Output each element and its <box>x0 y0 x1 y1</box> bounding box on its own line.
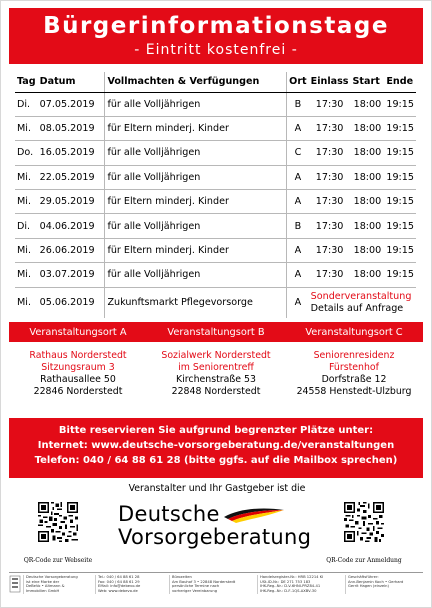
special-event-details: Details auf Anfrage <box>310 302 404 314</box>
cell-start: 18:00 <box>351 116 385 140</box>
footer-management <box>345 575 419 594</box>
location-a-label: Veranstaltungsort A <box>29 326 127 338</box>
cell-tag: Mi. <box>15 116 38 140</box>
header-thema: Vollmachten & Verfügungen <box>105 72 287 92</box>
cell-ort: C <box>287 141 309 165</box>
table-row <box>15 190 416 214</box>
qr-right-caption: QR-Code zur Anmeldung <box>326 557 402 564</box>
footer-registry <box>257 575 345 594</box>
cell-einlass: 17:30 <box>309 165 351 189</box>
header-start: Start <box>351 72 385 92</box>
table-row <box>15 116 416 140</box>
cell-ort: A <box>287 263 309 287</box>
cell-ende: 19:15 <box>384 238 416 262</box>
header-einlass: Einlass <box>309 72 351 92</box>
cell-ende: 19:15 <box>384 214 416 238</box>
location-c-label: Veranstaltungsort C <box>305 326 403 338</box>
cell-tag: Mi. <box>17 297 31 309</box>
header-ende: Ende <box>384 72 416 92</box>
cell-ende: 19:15 <box>384 92 416 116</box>
cell-thema: Zukunftsmarkt Pflegevorsorge <box>105 287 287 318</box>
cell-tag: Di. <box>15 92 38 116</box>
cell-tag: Do. <box>15 141 38 165</box>
cell-thema: für alle Volljährigen <box>105 141 287 165</box>
header-tag: Tag <box>15 72 38 92</box>
cell-tag: Mi. <box>15 165 38 189</box>
footer-text: IHK-Reg.-Nr.: D-F-1QS-AXBV-30 <box>260 589 317 594</box>
special-event-label: Sonderveranstaltung <box>310 290 412 302</box>
schedule-table <box>15 72 416 318</box>
footer-text: ist eine Marke der <box>26 579 60 584</box>
table-row <box>15 165 416 189</box>
location-name: Sozialwerk Norderstedt <box>161 350 271 361</box>
footer-text: Fax: 040 / 64 88 61 29 <box>98 579 140 584</box>
cell-tag: Mi. <box>15 263 38 287</box>
table-row <box>15 92 416 116</box>
cell-start: 18:00 <box>351 263 385 287</box>
footer-text: Web: www.debevo.de <box>98 589 138 594</box>
footer-text: Ann-Benjamin Koch • Gerhard <box>348 579 404 584</box>
cell-datum: 29.05.2019 <box>38 190 105 214</box>
cell-ort: A <box>287 165 309 189</box>
location-city: 24558 Henstedt-Ulzburg <box>296 386 412 397</box>
footer-text: Bürozeiten <box>172 575 192 579</box>
brand-logo-line1: Deutsche <box>118 502 220 526</box>
footer-text: vorheriger Vereinbarung <box>172 589 218 594</box>
cell-datum: 04.06.2019 <box>38 214 105 238</box>
footer-text: IHK-Reg.-Nr.: D-V-6HNI-PRZ84-41 <box>260 584 321 589</box>
cell-tag: Mi. <box>15 190 38 214</box>
cell-thema: für alle Volljährigen <box>105 263 287 287</box>
location-addresses <box>9 350 423 398</box>
cell-start: 18:00 <box>351 92 385 116</box>
cell-einlass: 17:30 <box>309 190 351 214</box>
footer-text: DeBeVo • Altmann & <box>26 584 65 589</box>
footer-company <box>23 575 95 594</box>
german-flag-swoosh-icon <box>222 506 286 524</box>
cell-ort: A <box>294 297 302 309</box>
cell-datum: 03.07.2019 <box>38 263 105 287</box>
cell-einlass: 17:30 <box>309 214 351 238</box>
location-room: Fürstenhof <box>329 362 379 373</box>
cell-datum: 07.05.2019 <box>38 92 105 116</box>
cell-tag: Mi. <box>15 238 38 262</box>
cell-special-note <box>309 287 416 318</box>
cell-start: 18:00 <box>351 141 385 165</box>
location-city: 22846 Norderstedt <box>33 386 123 397</box>
cell-start: 18:00 <box>351 190 385 214</box>
cell-ort: A <box>287 238 309 262</box>
reservation-note: Bitte reservieren Sie aufgrund begrenzter Plätze unter: <box>58 425 374 436</box>
cell-datum: 08.05.2019 <box>38 116 105 140</box>
footer-office <box>169 575 257 594</box>
title-banner <box>9 8 423 64</box>
cell-einlass: 17:30 <box>309 141 351 165</box>
location-c <box>285 350 423 398</box>
page-subtitle: - Eintritt kostenfrei - <box>134 42 298 58</box>
location-b <box>147 350 285 398</box>
location-street: Dorfstraße 12 <box>321 374 387 385</box>
cell-ende: 19:15 <box>384 165 416 189</box>
cell-datum: 16.05.2019 <box>38 141 105 165</box>
cell-einlass: 17:30 <box>309 116 351 140</box>
footer-text: persönliche Termine nach <box>172 584 220 589</box>
page-title: Bürgerinformationstage <box>43 13 389 39</box>
cell-ende: 19:15 <box>384 190 416 214</box>
cell-start: 18:00 <box>351 165 385 189</box>
location-room: Sitzungsraum 3 <box>41 362 115 373</box>
table-row <box>15 141 416 165</box>
table-row-special <box>15 287 416 318</box>
table-row <box>15 238 416 262</box>
cell-datum: 22.05.2019 <box>38 165 105 189</box>
location-name: Seniorenresidenz <box>313 350 395 361</box>
reservation-info <box>9 418 423 478</box>
brand-logo-line2: Vorsorgeberatung <box>118 525 312 549</box>
cell-ende: 19:15 <box>384 263 416 287</box>
location-city: 22848 Norderstedt <box>171 386 261 397</box>
cell-thema: für alle Volljährigen <box>105 92 287 116</box>
qr-code-website[interactable] <box>38 502 78 542</box>
qr-code-registration[interactable] <box>344 502 384 542</box>
table-header-row <box>15 72 416 92</box>
reservation-website[interactable]: Internet: www.deutsche-vorsorgeberatung.de/veranstaltungen <box>37 440 395 451</box>
table-row <box>15 214 416 238</box>
host-line: Veranstalter und Ihr Gastgeber ist die <box>128 483 306 494</box>
location-b-label: Veranstaltungsort B <box>167 326 265 338</box>
footer-text: Tel.: 040 / 64 88 61 28 <box>98 575 140 579</box>
cell-einlass: 17:30 <box>309 92 351 116</box>
location-room: im Seniorentreff <box>178 362 254 373</box>
cell-einlass: 17:30 <box>309 238 351 262</box>
cell-tag: Di. <box>15 214 38 238</box>
footer-divider <box>9 572 423 573</box>
cell-ende: 19:15 <box>384 141 416 165</box>
footer-text: Immobilien GmbH <box>26 589 60 594</box>
location-a <box>9 350 147 398</box>
cell-start: 18:00 <box>351 238 385 262</box>
cell-thema: für alle Volljährigen <box>105 214 287 238</box>
header-ort: Ort <box>287 72 309 92</box>
cell-ort: B <box>287 92 309 116</box>
brand-logo <box>118 503 318 549</box>
footer-contact <box>95 575 169 594</box>
footer-text: Gerrit Hagen (einzeln) <box>348 584 389 589</box>
footer-text: USt-ID-Nr.: DE 271 753 183 <box>260 579 311 584</box>
cell-einlass: 17:30 <box>309 263 351 287</box>
cell-ort: A <box>287 116 309 140</box>
cell-thema: für alle Volljährigen <box>105 165 287 189</box>
location-street: Rathausallee 50 <box>40 374 116 385</box>
footer <box>9 575 425 594</box>
header-datum: Datum <box>38 72 105 92</box>
cell-ende: 19:15 <box>384 116 416 140</box>
cell-thema: für Eltern minderj. Kinder <box>105 238 287 262</box>
cell-thema: für Eltern minderj. Kinder <box>105 190 287 214</box>
cell-start: 18:00 <box>351 214 385 238</box>
cell-datum: 05.06.2019 <box>38 287 105 318</box>
table-row <box>15 263 416 287</box>
locations-bar <box>9 322 423 342</box>
company-logo-icon <box>9 575 21 593</box>
footer-text: EMail: info@debevo.de <box>98 584 141 589</box>
footer-text: Geschäftsführer: <box>348 575 379 579</box>
location-name: Rathaus Norderstedt <box>29 350 127 361</box>
location-street: Kirchenstraße 53 <box>176 374 256 385</box>
reservation-phone[interactable]: Telefon: 040 / 64 88 61 28 (bitte ggfs. auf die Mailbox sprechen) <box>34 455 398 466</box>
cell-ort: B <box>287 214 309 238</box>
footer-text: Handelsregister-Nr.: HRB 12214 KI <box>260 575 324 579</box>
cell-datum: 26.06.2019 <box>38 238 105 262</box>
footer-text: Deutsche Vorsorgeberatung <box>26 575 78 579</box>
qr-left-caption: QR-Code zur Webseite <box>23 557 93 564</box>
footer-text: Am Bauhof 3 • 22848 Norderstedt <box>172 579 236 584</box>
cell-thema: für Eltern minderj. Kinder <box>105 116 287 140</box>
cell-ort: A <box>287 190 309 214</box>
